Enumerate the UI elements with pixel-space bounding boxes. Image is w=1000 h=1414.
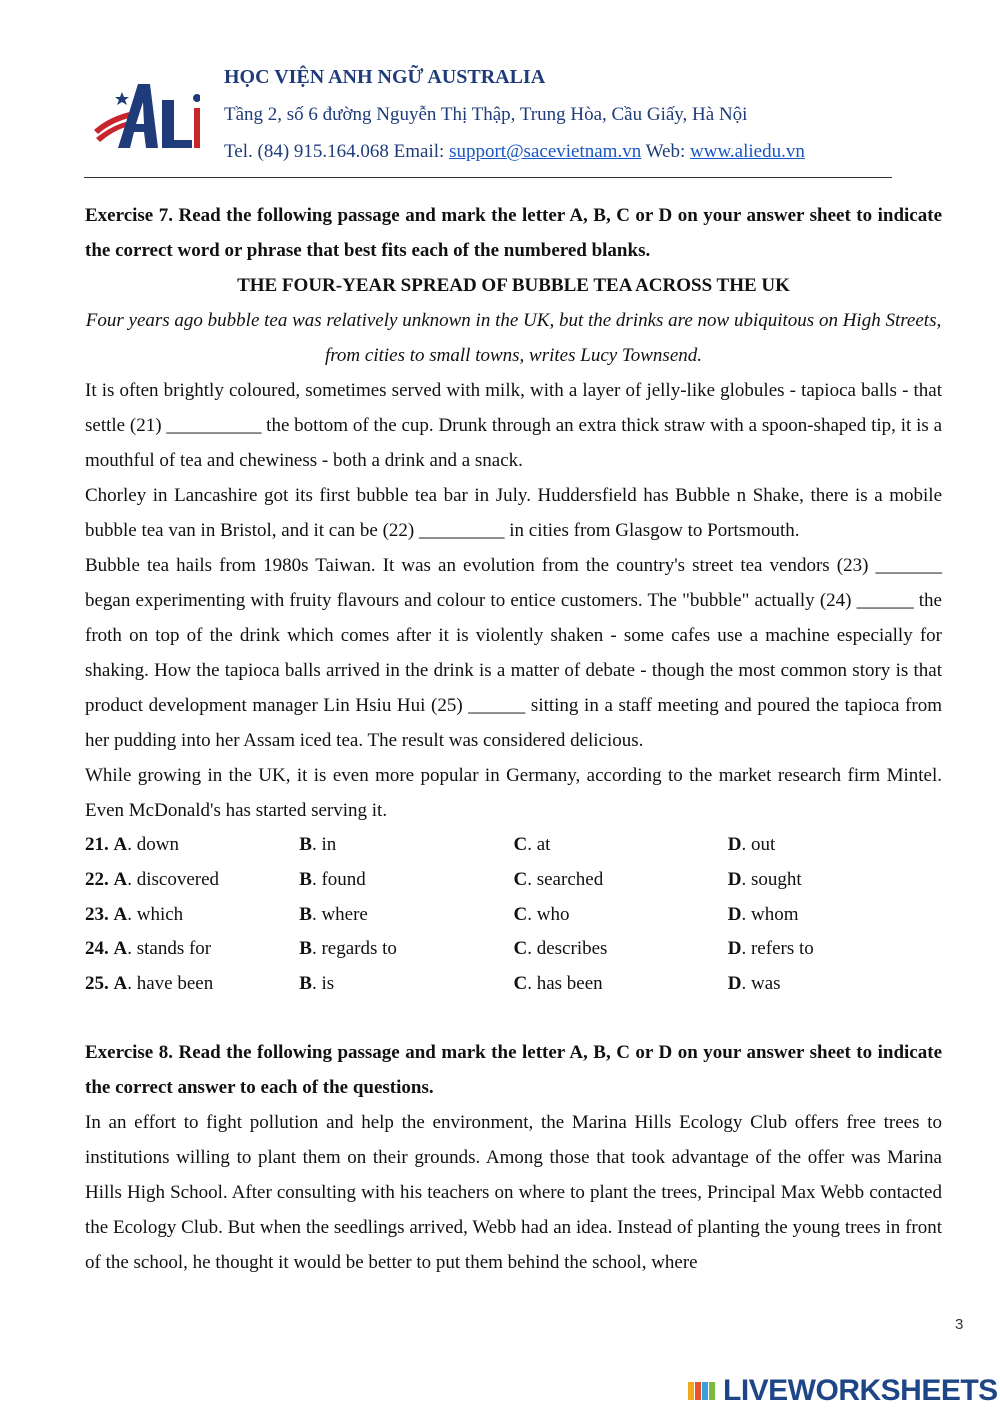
option-letter: D <box>727 869 742 891</box>
passage-paragraph: It is often brightly coloured, sometimes served with milk, with a layer of jelly-like globules - tapioca balls - that settle (21) __________ the bottom of the cup. Drunk through an extra thick straw with a spoon-shaped tip, it is a mouthful of tea and chewiness - both a drink and a snack. <box>85 380 942 471</box>
brand-name: LIVEWORKSHEETS <box>723 1374 998 1407</box>
option-d[interactable] <box>728 938 942 960</box>
option-c[interactable] <box>514 869 728 891</box>
institute-contact <box>224 141 805 163</box>
option-a[interactable] <box>85 938 299 960</box>
institute-address: Tầng 2, số 6 đường Nguyễn Thị Thập, Trung Hòa, Cầu Giấy, Hà Nội <box>224 104 748 125</box>
option-text: . is <box>311 973 335 995</box>
option-text: . refers to <box>741 938 814 960</box>
option-letter: C <box>513 938 528 960</box>
question-25 <box>85 967 942 1002</box>
option-text: . in <box>311 834 337 856</box>
tel-label: Tel. (84) 915.164.068 Email: <box>224 141 450 162</box>
option-text: . at <box>527 834 551 856</box>
option-b[interactable] <box>299 973 513 995</box>
option-c[interactable] <box>514 938 728 960</box>
option-text: . has been <box>527 973 603 995</box>
option-text: . regards to <box>311 938 397 960</box>
option-d[interactable] <box>728 834 942 856</box>
option-letter: C <box>513 869 528 891</box>
option-letter: C <box>513 973 528 995</box>
passage-paragraph: In an effort to fight pollution and help the environment, the Marina Hills Ecology Club offers free trees to institutions willing to plant them on their grounds. Among those that took advantage of the offer was Marina Hills High School. After consulting with his teachers on where to plant the trees, Principal Max Webb contacted the Ecology Club. But when the seedlings arrived, Webb had an idea. Instead of planting the young trees in front of the school, he thought it would be better to put them behind the school, where <box>85 1112 942 1274</box>
option-letter: D <box>727 938 742 960</box>
ali-logo <box>92 70 200 154</box>
question-number: 21. <box>85 834 109 856</box>
web-label: Web: <box>641 141 690 162</box>
option-text: . where <box>311 903 368 925</box>
passage-title: THE FOUR-YEAR SPREAD OF BUBBLE TEA ACROSS THE UK <box>237 275 790 296</box>
option-b[interactable] <box>299 834 513 856</box>
option-text: . stands for <box>127 938 212 960</box>
option-d[interactable] <box>728 973 942 995</box>
option-letter: B <box>299 973 312 995</box>
option-letter: D <box>727 903 742 925</box>
option-text: . out <box>741 834 776 856</box>
passage-paragraph: Chorley in Lancashire got its first bubble tea bar in July. Huddersfield has Bubble n Shake, there is a mobile bubble tea van in Bristol, and it can be (22) _________ in cities from Glasgow to Portsmouth. <box>85 485 942 541</box>
liveworksheets-logo-icon <box>688 1378 722 1404</box>
option-text: . discovered <box>127 869 220 891</box>
option-letter: C <box>513 834 528 856</box>
section-spacer <box>85 1001 942 1035</box>
option-text: . sought <box>741 869 802 891</box>
question-number: 22. <box>85 869 109 891</box>
option-letter: D <box>727 834 742 856</box>
question-list <box>85 828 942 1001</box>
option-d[interactable] <box>728 869 942 891</box>
option-letter: C <box>513 903 528 925</box>
option-a[interactable] <box>85 869 299 891</box>
header-divider <box>84 177 892 178</box>
option-b[interactable] <box>299 869 513 891</box>
option-text: . have been <box>127 973 214 995</box>
option-d[interactable] <box>728 904 942 926</box>
option-b[interactable] <box>299 904 513 926</box>
question-24 <box>85 932 942 967</box>
option-letter: A <box>113 834 128 856</box>
option-letter: B <box>299 938 312 960</box>
worksheet-content <box>85 198 942 1280</box>
institute-name: HỌC VIỆN ANH NGỮ AUSTRALIA <box>224 66 546 88</box>
option-letter: B <box>299 869 312 891</box>
question-number: 24. <box>85 938 109 960</box>
option-letter: D <box>727 973 742 995</box>
option-letter: A <box>113 869 128 891</box>
option-letter: A <box>113 973 128 995</box>
liveworksheets-brand[interactable] <box>688 1374 998 1408</box>
option-letter: B <box>299 834 312 856</box>
option-text: . which <box>127 903 184 925</box>
option-a[interactable] <box>85 834 299 856</box>
question-21 <box>85 828 942 863</box>
option-text: . searched <box>527 869 604 891</box>
option-text: . found <box>311 869 366 891</box>
passage-paragraph: Bubble tea hails from 1980s Taiwan. It was an evolution from the country's street tea vendors (23) _______ began experimenting with fruity flavours and colour to entice customers. The "bubble" actually (24) ______ the froth on top of the drink which comes after it is violently shaken - some cafes use a machine especially for shaking. How the tapioca balls arrived in the drink is a matter of debate - though the most common story is that product development manager Lin Hsiu Hui (25) ______ sitting in a staff meeting and poured the tapioca from her pudding into her Assam iced tea. The result was considered delicious. <box>85 555 942 751</box>
exercise7-instruction: Exercise 7. Read the following passage and mark the letter A, B, C or D on your answer sheet to indicate the correct word or phrase that best fits each of the numbered blanks. <box>85 205 942 261</box>
passage-paragraph: While growing in the UK, it is even more popular in Germany, according to the market research firm Mintel. Even McDonald's has started serving it. <box>85 765 942 821</box>
question-number: 25. <box>85 973 109 995</box>
option-text: . whom <box>741 903 799 925</box>
option-letter: A <box>113 938 128 960</box>
option-c[interactable] <box>514 904 728 926</box>
page-number: 3 <box>955 1316 964 1333</box>
option-letter: B <box>299 903 312 925</box>
option-b[interactable] <box>299 938 513 960</box>
website-link[interactable]: www.aliedu.vn <box>690 141 805 162</box>
email-link[interactable]: support@sacevietnam.vn <box>449 141 642 162</box>
question-22 <box>85 863 942 898</box>
question-number: 23. <box>85 903 109 925</box>
option-letter: A <box>113 903 128 925</box>
option-text: . down <box>127 834 179 856</box>
option-text: . was <box>741 973 781 995</box>
option-c[interactable] <box>514 834 728 856</box>
option-c[interactable] <box>514 973 728 995</box>
option-text: . describes <box>527 938 608 960</box>
option-a[interactable] <box>85 904 299 926</box>
passage-subtitle: Four years ago bubble tea was relatively unknown in the UK, but the drinks are now ubiquitous on High Streets, from cities to small towns, writes Lucy Townsend. <box>85 310 942 366</box>
question-23 <box>85 897 942 932</box>
exercise8-instruction: Exercise 8. Read the following passage and mark the letter A, B, C or D on your answer sheet to indicate the correct answer to each of the questions. <box>85 1042 942 1099</box>
option-a[interactable] <box>85 973 299 995</box>
option-text: . who <box>527 903 570 925</box>
